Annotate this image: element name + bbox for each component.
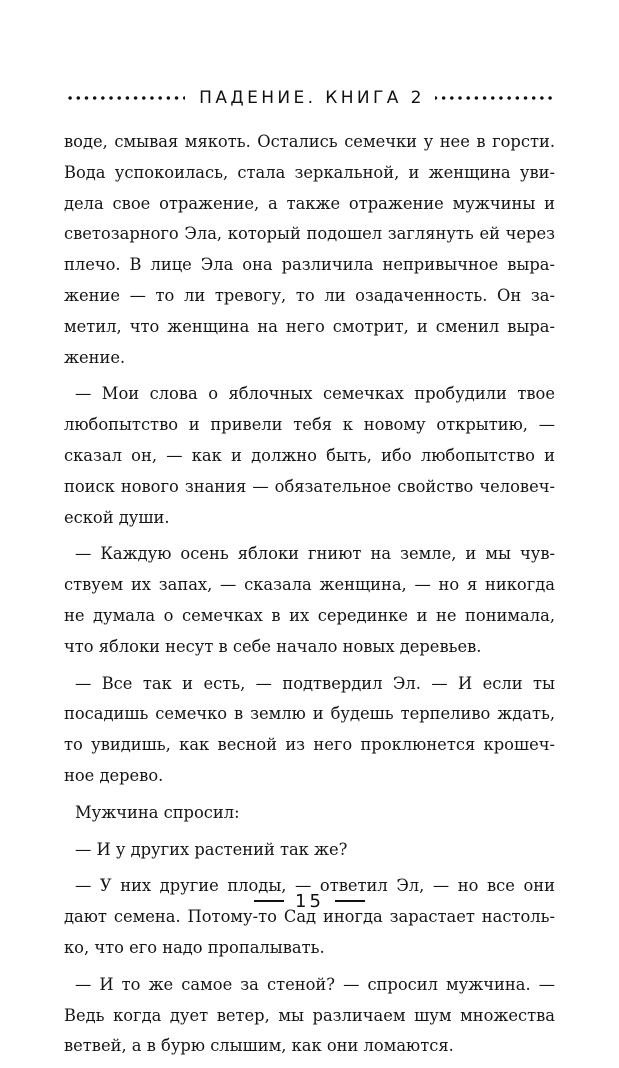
paragraph bbox=[64, 835, 555, 866]
text-line: — И у других растений так же? bbox=[75, 839, 348, 859]
text-line: дают семена. Потому-то Сад иногда зарастает настоль- bbox=[64, 907, 555, 927]
paragraph bbox=[64, 970, 555, 1062]
paragraph bbox=[64, 669, 555, 792]
paragraph bbox=[64, 871, 555, 963]
paragraph bbox=[64, 798, 555, 829]
text-line: посадишь семечко в землю и будешь терпеливо ждать, bbox=[64, 704, 555, 724]
body-text bbox=[64, 127, 555, 1068]
book-title: ПАДЕНИЕ. КНИГА 2 bbox=[199, 88, 425, 108]
running-head bbox=[66, 86, 554, 110]
text-line: ствуем их запах, — сказала женщина, — но я никогда bbox=[64, 575, 555, 595]
text-line: жение. bbox=[64, 347, 126, 367]
text-line: ко, что его надо пропалывать. bbox=[64, 937, 325, 957]
text-line: еской души. bbox=[64, 507, 170, 527]
folio-dash-right bbox=[335, 900, 365, 902]
paragraph bbox=[64, 379, 555, 533]
page-number-value: 15 bbox=[295, 890, 324, 912]
text-line: — И то же самое за стеной? — спросил мужчина. — bbox=[75, 974, 555, 994]
text-line: Ведь когда дует ветер, мы различаем шум множества bbox=[64, 1005, 555, 1025]
text-line: дела свое отражение, а также отражение мужчины и bbox=[64, 193, 555, 213]
text-line: метил, что женщина на него смотрит, и сменил выра- bbox=[64, 316, 555, 336]
dotted-rule-left bbox=[66, 96, 185, 100]
text-line: — Все так и есть, — подтвердил Эл. — И если ты bbox=[75, 673, 555, 693]
text-line: — Каждую осень яблоки гниют на земле, и мы чув- bbox=[75, 544, 555, 564]
text-line: плечо. В лице Эла она различила непривычное выра- bbox=[64, 255, 555, 275]
page-number bbox=[0, 890, 619, 912]
text-line: поиск нового знания — обязательное свойство человеч- bbox=[64, 476, 555, 496]
folio-dash-left bbox=[254, 900, 284, 902]
text-line: ное дерево. bbox=[64, 765, 164, 785]
text-line: что яблоки несут в себе начало новых деревьев. bbox=[64, 636, 482, 656]
text-line: сказал он, — как и должно быть, ибо любопытство и bbox=[64, 445, 555, 465]
text-line: Вода успокоилась, стала зеркальной, и женщина уви- bbox=[64, 162, 555, 182]
text-line: — У них другие плоды, — ответил Эл, — но все они bbox=[75, 876, 555, 896]
paragraph bbox=[64, 539, 555, 662]
text-line: любопытство и привели тебя к новому открытию, — bbox=[64, 415, 555, 435]
text-line: — Мои слова о яблочных семечках пробудили твое bbox=[75, 384, 555, 404]
paragraph bbox=[64, 127, 555, 373]
text-line: ветвей, а в бурю слышим, как они ломаются. bbox=[64, 1036, 454, 1056]
text-line: не думала о семечках в их серединке и не понимала, bbox=[64, 605, 555, 625]
text-line: воде, смывая мякоть. Остались семечки у нее в горсти. bbox=[64, 132, 555, 151]
text-line: Мужчина спросил: bbox=[75, 802, 240, 822]
text-line: то увидишь, как весной из него проклюнется крошеч- bbox=[64, 735, 555, 755]
dotted-rule-right bbox=[435, 96, 554, 100]
text-line: жение — то ли тревогу, то ли озадаченность. Он за- bbox=[64, 285, 555, 305]
text-line: светозарного Эла, который подошел заглянуть ей через bbox=[64, 224, 555, 244]
